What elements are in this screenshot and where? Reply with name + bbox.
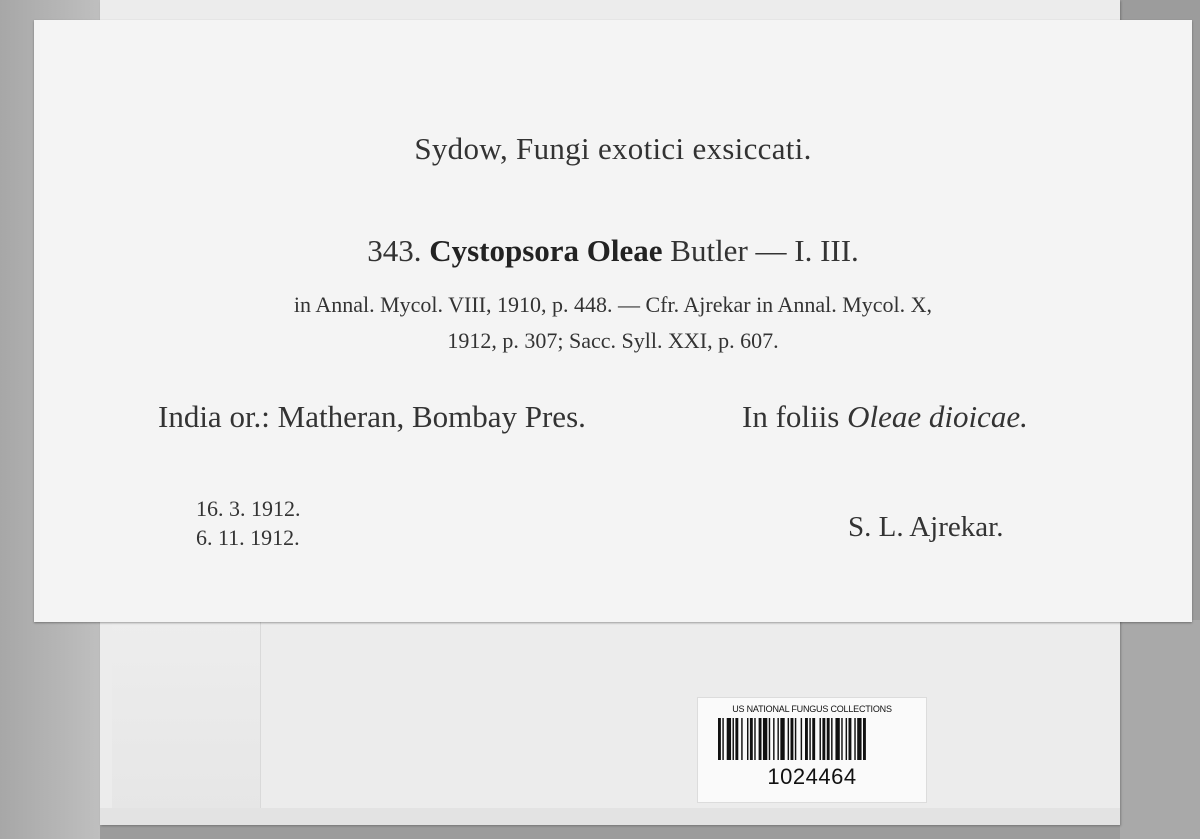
species-line (34, 235, 1192, 266)
barcode-bars (718, 718, 906, 760)
barcode-stripe (854, 718, 855, 760)
host-prefix: In foliis (742, 399, 840, 434)
label-title: Sydow, Fungi exotici exsiccati. (414, 131, 812, 166)
collection-date-2: 6. 11. 1912. (196, 525, 300, 550)
barcode-stripe (863, 718, 866, 760)
envelope-fold (112, 620, 261, 816)
barcode-stripe (747, 718, 748, 760)
barcode-header: US NATIONAL FUNGUS COLLECTIONS (732, 704, 892, 714)
barcode-stripe (777, 718, 778, 760)
barcode-stripe (805, 718, 808, 760)
barcode-stripe (812, 718, 815, 760)
barcode-stripe (846, 718, 847, 760)
barcode-stripe (809, 718, 810, 760)
exsiccata-number: 343. (367, 233, 422, 268)
barcode-stripe (722, 718, 723, 760)
barcode-label (697, 697, 927, 803)
barcode-stripe (780, 718, 784, 760)
species-author: Butler — I. III. (670, 233, 859, 268)
host-name: Oleae dioicae. (847, 399, 1028, 434)
herbarium-label (34, 20, 1192, 622)
barcode-stripe (835, 718, 839, 760)
reference-line-1: in Annal. Mycol. VIII, 1910, p. 448. — Cfr. Ajrekar in Annal. Mycol. X, (293, 292, 933, 317)
barcode-stripe (801, 718, 802, 760)
barcode-stripe (795, 718, 796, 760)
barcode-stripe (788, 718, 789, 760)
barcode-stripe (849, 718, 852, 760)
barcode-stripe (769, 718, 770, 760)
barcode-stripe (820, 718, 821, 760)
collection-date-1: 16. 3. 1912. (196, 496, 301, 521)
barcode-number: 1024464 (767, 764, 857, 789)
barcode-stripe (727, 718, 731, 760)
barcode-stripe (791, 718, 794, 760)
barcode-stripe (750, 718, 753, 760)
barcode-stripe (735, 718, 738, 760)
barcode-stripe (718, 718, 721, 760)
barcode-stripe (773, 718, 774, 760)
reference-line-2: 1912, p. 307; Sacc. Syll. XXI, p. 607. (447, 328, 779, 353)
envelope-bottom-edge (100, 808, 1120, 825)
background-right (1120, 620, 1200, 839)
collector: S. L. Ajrekar. (848, 511, 1004, 543)
barcode-stripe (822, 718, 825, 760)
barcode-stripe (857, 718, 861, 760)
barcode-stripe (741, 718, 742, 760)
barcode-stripe (754, 718, 755, 760)
barcode-stripe (763, 718, 767, 760)
barcode-stripe (827, 718, 830, 760)
species-name: Cystopsora Oleae (429, 233, 663, 268)
host (742, 401, 1028, 432)
barcode-stripe (733, 718, 734, 760)
barcode-stripe (831, 718, 832, 760)
barcode-stripe (841, 718, 842, 760)
locality: India or.: Matheran, Bombay Pres. (158, 399, 586, 434)
barcode-stripe (759, 718, 762, 760)
